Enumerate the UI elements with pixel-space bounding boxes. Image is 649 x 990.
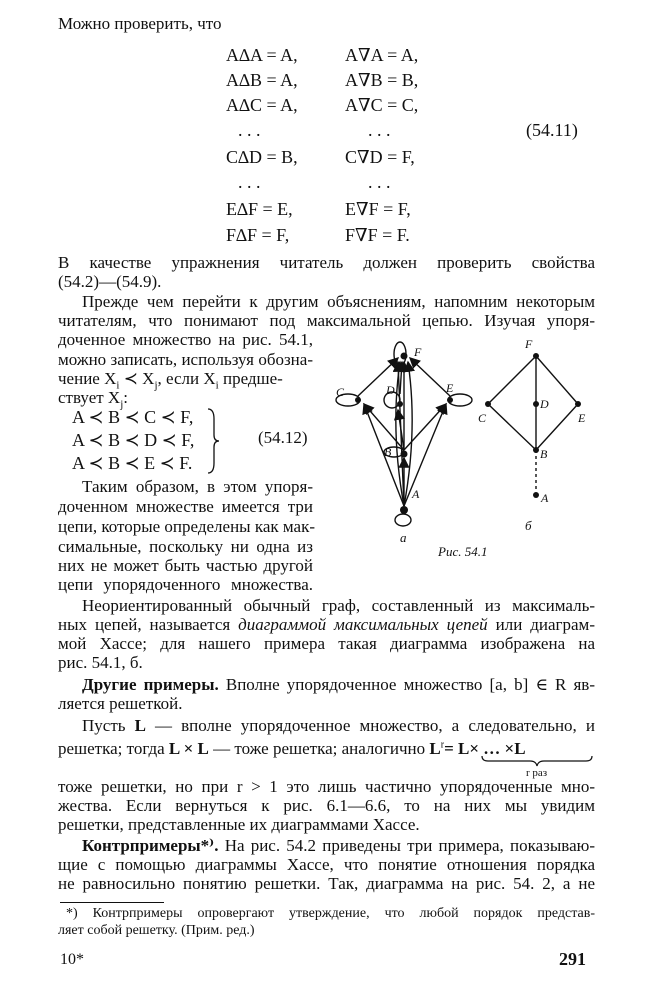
p5-line-1: Другие примеры. Вполне упорядоченное множество [a, b] ∈ R яв-: [82, 675, 595, 694]
label-B-a: B: [384, 445, 392, 459]
p2-line-1: Прежде чем перейти к другим объяснениям, напомним некоторым: [82, 292, 595, 311]
node-F-b: [533, 353, 539, 359]
chain-1: A ≺ B ≺ C ≺ F,: [72, 407, 194, 427]
p3-line-3: цепи, которые определены как мак-: [58, 517, 316, 536]
p3-line-4: симальные, поскольку ни одна из: [58, 537, 313, 556]
p7-line-3: не равносильно понятию решетки. Так, диаграмма на рис. 54. 2, а не: [58, 874, 595, 893]
p7-line-2: щие с помощью диаграммы Хассе, что понятие отношения порядка: [58, 855, 595, 874]
label-F-a: F: [414, 345, 422, 359]
p2-line-6: ствует $X_j$:: [58, 388, 128, 411]
intro-text: Можно проверить, что: [58, 14, 222, 33]
label-C-a: C: [336, 385, 345, 399]
label-B-b: B: [540, 447, 548, 461]
label-D-b: D: [540, 397, 549, 411]
p4-line-4: рис. 54.1, б.: [58, 653, 143, 672]
node-B-b: [533, 447, 539, 453]
eq-left-6: F∆F = F,: [226, 225, 290, 245]
node-E-a: [447, 397, 453, 403]
node-D-a: [397, 401, 403, 407]
p3-line-2: доченном множестве имеется три: [58, 497, 313, 516]
eq-left-2: A∆B = A,: [226, 70, 298, 90]
eq-right-5: E∇F = F,: [345, 199, 411, 219]
p2-line-3: доченное множество на рис. 54.1,: [58, 330, 313, 349]
chains-number: (54.12): [258, 428, 308, 447]
p5-line-2: ляется решеткой.: [58, 694, 183, 713]
label-E-b: E: [578, 411, 586, 425]
product-underbrace: [480, 754, 595, 768]
directed-graph-a: [336, 342, 472, 526]
p2-line-4: можно записать, используя обозна-: [58, 350, 313, 369]
footnote-rule: [60, 902, 164, 903]
p7-line-1: Контрпримеры*⁾. На рис. 54.2 приведены три примера, показываю-: [82, 836, 595, 855]
node-A-a: [400, 506, 408, 514]
eq-right-6: F∇F = F.: [345, 225, 410, 245]
node-C-b: [485, 401, 491, 407]
footnote-line-2: ляет собой решетку. (Прим. ред.): [58, 923, 255, 938]
label-A-b: A: [541, 491, 549, 505]
eq-left-3: A∆C = A,: [226, 95, 298, 115]
label-F-b: F: [525, 337, 533, 351]
eq-left-4: C∆D = B,: [226, 147, 298, 167]
p3-line-1: Таким образом, в этом упоря-: [82, 477, 313, 496]
eq-left-dots-1: . . .: [238, 120, 261, 140]
p1-line-2: (54.2)—(54.9).: [58, 272, 162, 291]
figure-54-1: [328, 330, 618, 590]
p6-line-4: жества. Если вернуться к рис. 6.1—6.6, то на них мы увидим: [58, 796, 595, 815]
label-C-b: C: [478, 411, 487, 425]
eq-right-4: C∇D = F,: [345, 147, 415, 167]
p6-line-3: тоже решетки, но при r > 1 это лишь частично упорядоченные мно-: [58, 777, 595, 796]
node-E-b: [575, 401, 581, 407]
label-A-a: A: [412, 487, 420, 501]
eq-right-dots-2: . . .: [368, 172, 391, 192]
loop-A: [395, 514, 411, 526]
p4-line-1: Неориентированный обычный граф, составленный из максималь-: [82, 596, 595, 615]
eq-left-dots-2: . . .: [238, 172, 261, 192]
node-D-b: [533, 401, 539, 407]
signature-mark: 10*: [60, 951, 84, 968]
equation-number: (54.11): [526, 120, 578, 140]
label-sub-a: а: [400, 530, 407, 545]
product-brace-label: r раз: [526, 767, 548, 779]
p3-line-6: цепи упорядоченного множества.: [58, 575, 313, 594]
p6-line-2: решетка; тогда L × L — тоже решетка; аналогично $L^r= L\times$ … ×L: [58, 739, 526, 758]
eq-right-dots-1: . . .: [368, 120, 391, 140]
p6-line-5: решетки, представленные их диаграммами Хассе.: [58, 815, 420, 834]
p2-line-2: читателям, что понимают под максимальной цепью. Изучая упоря-: [58, 311, 595, 330]
eq-right-2: A∇B = B,: [345, 70, 419, 90]
node-F-a: [401, 353, 408, 360]
p3-line-5: них не может быть частью другой: [58, 556, 313, 575]
hasse-diagram-b: [488, 356, 578, 492]
p6-line-1: Пусть L — вполне упорядоченное множество, а следовательно, и: [82, 716, 595, 735]
eq-right-1: A∇A = A,: [345, 45, 419, 65]
eq-right-3: A∇C = C,: [345, 95, 419, 115]
p4-line-2: ных цепей, называется диаграммой максимальных цепей или диаграм-: [58, 615, 595, 634]
graph-b-nodes: [485, 353, 581, 498]
p4-line-3: мой Хассе; для нашего примера такая диаграмма изображена на: [58, 634, 595, 653]
page-number: 291: [559, 949, 586, 969]
p2-line-5: чение $X_i$ ≺ $X_j$, если $X_i$ предше-: [58, 369, 283, 392]
footnote-line-1: *) Контрпримеры опровергают утверждение, что любой порядок представ-: [66, 906, 595, 921]
node-B-a: [401, 451, 408, 458]
figure-caption: Рис. 54.1: [438, 544, 488, 559]
chain-2: A ≺ B ≺ D ≺ F,: [72, 430, 195, 450]
label-sub-b: б: [525, 518, 532, 533]
p1-line-1: В качестве упражнения читатель должен проверить свойства: [58, 253, 595, 272]
node-C-a: [355, 397, 361, 403]
label-D-a: D: [386, 383, 395, 397]
chain-3: A ≺ B ≺ E ≺ F.: [72, 453, 193, 473]
eq-left-5: E∆F = E,: [226, 199, 293, 219]
label-E-a: E: [446, 381, 454, 395]
chains-brace: [206, 407, 220, 475]
eq-left-1: A∆A = A,: [226, 45, 298, 65]
node-A-b: [533, 492, 539, 498]
